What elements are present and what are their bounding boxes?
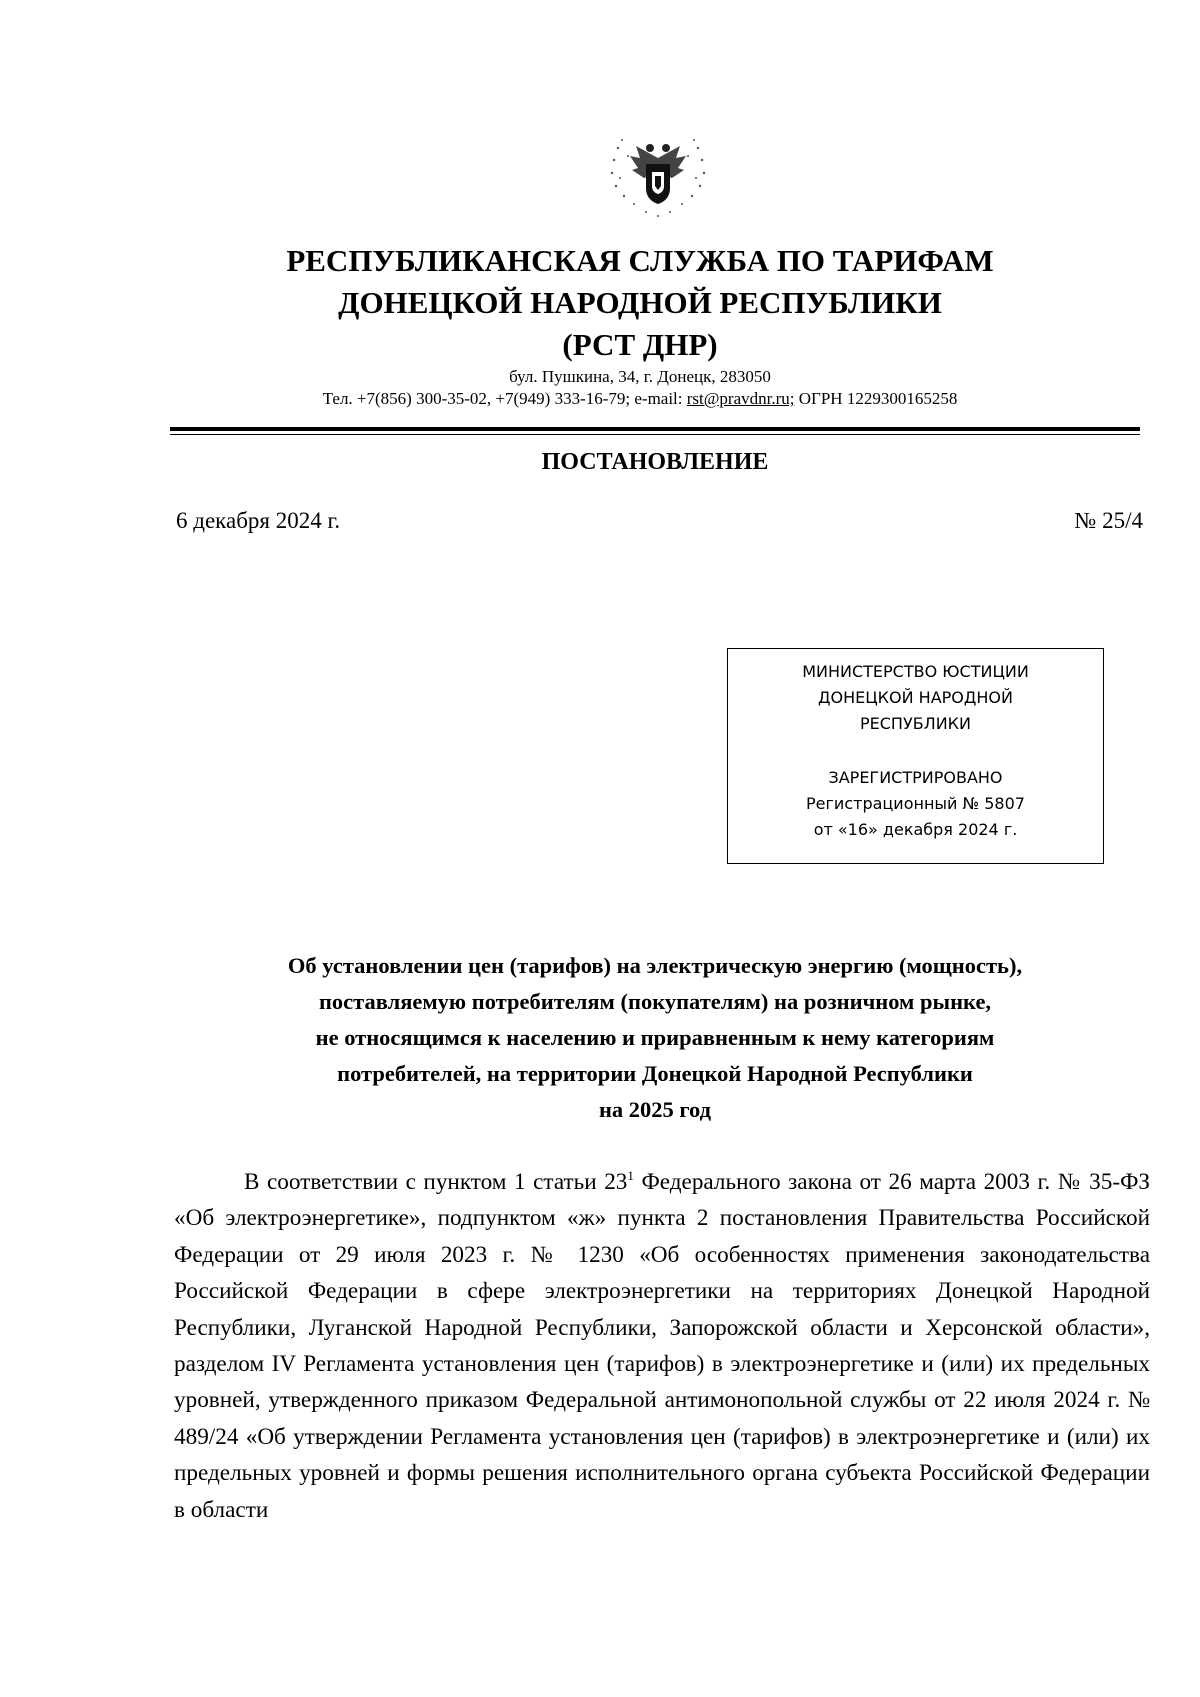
article-superscript: 1 [627,1168,634,1183]
email-link[interactable]: rst@pravdnr.ru; [686,389,795,408]
phone-numbers: Тел. +7(856) 300-35-02, +7(949) 333-16-79; e-mail: [322,389,687,408]
registration-stamp [727,648,1104,864]
postal-address: бул. Пушкина, 34, г. Донецк, 283050 [509,367,771,386]
contact-line [170,388,1110,410]
organization-name [170,240,1110,366]
stamp-registration-date: от «16» декабря 2024 г. [813,820,1018,839]
org-name-abbreviation: (РСТ ДНР) [562,327,718,362]
stamp-ministry-line-1: МИНИСТЕРСТВО ЮСТИЦИИ [802,662,1029,681]
subject-line-1: Об установлении цен (тарифов) на электрическую энергию (мощность), [287,953,1023,978]
document-type: ПОСТАНОВЛЕНИЕ [541,449,769,475]
subject-line-2: поставляемую потребителям (покупателям) на розничном рынке, [318,989,992,1014]
body-text-part-1: В соответствии с пунктом 1 статьи 23 [244,1169,628,1195]
body-paragraph [174,1164,1150,1528]
org-name-line-1: РЕСПУБЛИКАНСКАЯ СЛУЖБА ПО ТАРИФАМ [286,243,994,278]
stamp-registration-number: Регистрационный № 5807 [806,794,1025,813]
stamp-status: ЗАРЕГИСТРИРОВАНО [828,768,1003,787]
coat-of-arms-icon [604,128,712,218]
subject-line-5: на 2025 год [598,1097,712,1122]
ogrn: ОГРН 1229300165258 [794,389,958,408]
document-date: 6 декабря 2024 г. [176,508,341,533]
subject-line-4: потребителей, на территории Донецкой Народной Республики [337,1061,973,1086]
subject-line-3: не относящимся к населению и приравненным к нему категориям [315,1025,995,1050]
organization-contacts [170,366,1110,410]
stamp-ministry-line-2: ДОНЕЦКОЙ НАРОДНОЙ [818,688,1013,707]
org-name-line-2: ДОНЕЦКОЙ НАРОДНОЙ РЕСПУБЛИКИ [338,285,942,320]
header-divider-thin [170,434,1140,435]
header-divider-thick [170,427,1140,431]
document-subject [170,948,1140,1128]
document-number: № 25/4 [1074,508,1143,533]
stamp-ministry-line-3: РЕСПУБЛИКИ [859,714,971,733]
body-text-part-2: Федерального закона от 26 марта 2003 г. № 35-ФЗ «Об электроэнергетике», подпунктом «ж» пункта 2 постановления Правительства Российской Федерации от 29 июля 2023 г. № 1230 «Об особенностях применения законодательства Российской Федерации в сфере электроэнергетики на территориях Донецкой Народной Республики, Луганской Народной Республики, Запорожской области и Херсонской области», разделом IV Регламента установления цен (тарифов) в электроэнергетике и (или) их предельных уровней, утвержденного приказом Федеральной антимонопольной службы от 22 июля 2024 г. № 489/24 «Об утверждении Регламента установления цен (тарифов) в электроэнергетике и (или) их предельных уровней и формы решения исполнительного органа субъекта Российской Федерации в области [174,1169,1150,1523]
